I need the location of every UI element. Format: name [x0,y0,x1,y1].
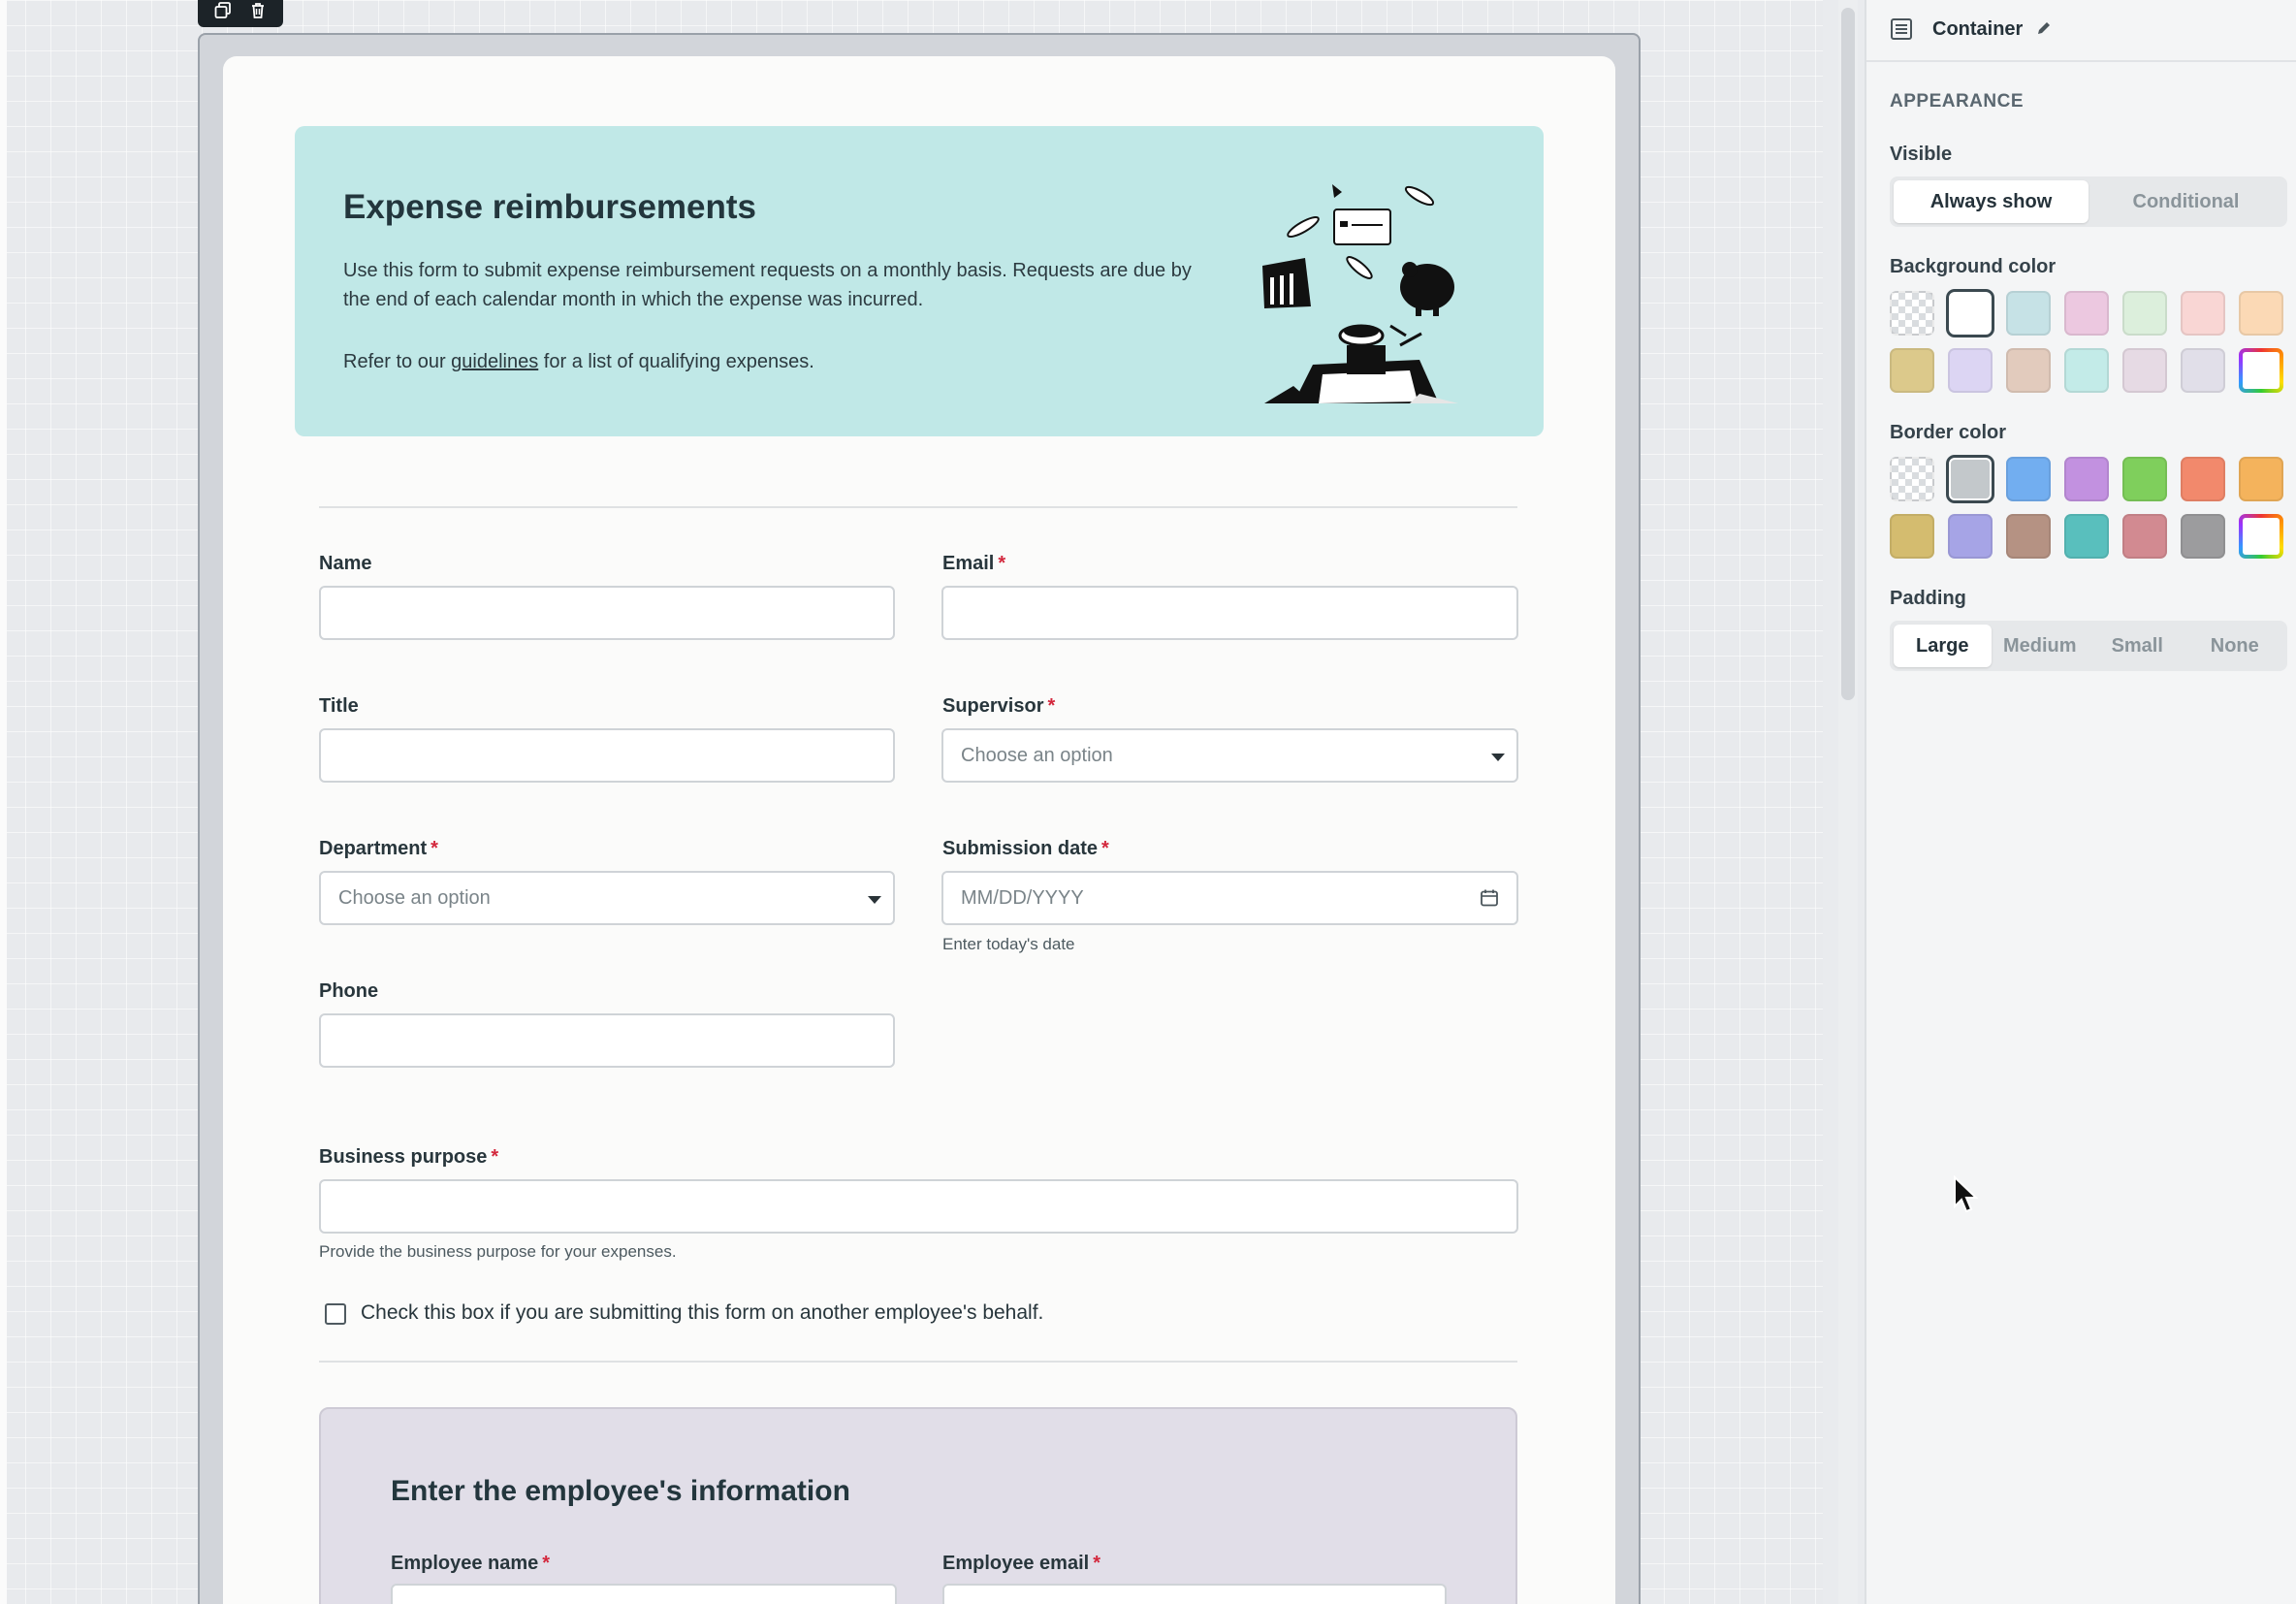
border-swatches-row-2 [1890,514,2283,559]
guidelines-link[interactable]: guidelines [451,351,539,372]
container-icon [1890,17,1913,41]
border-color-swatch[interactable] [2064,457,2109,501]
title-input[interactable] [319,728,895,783]
background-color-swatch[interactable] [1948,348,1993,393]
supervisor-label: Supervisor * [942,695,1056,717]
email-input[interactable] [941,586,1518,640]
panel-header [1866,0,2296,62]
background-color-swatch[interactable] [2239,291,2283,336]
submission-date-input[interactable] [941,871,1518,925]
employee-info-section[interactable] [319,1407,1517,1604]
section-divider [319,506,1517,508]
padding-none[interactable]: None [2210,634,2259,657]
border-color-label: Border color [1890,422,2007,443]
name-label: Name [319,553,372,574]
background-color-swatch[interactable] [2181,348,2225,393]
submission-date-help: Enter today's date [942,935,1075,953]
phone-label: Phone [319,980,379,1002]
employee-section-title: Enter the employee's information [391,1475,850,1507]
border-color-swatch[interactable] [1948,514,1993,559]
employee-email-input[interactable] [942,1584,1447,1604]
border-color-swatch[interactable] [1890,514,1934,559]
visible-always-show[interactable]: Always show [1894,180,2089,223]
background-color-swatch[interactable] [2006,291,2051,336]
appearance-heading: APPEARANCE [1890,91,2025,112]
form-title: Expense reimbursements [343,188,757,226]
background-color-swatch[interactable] [1890,348,1934,393]
background-swatches-row-1 [1890,291,2283,336]
chevron-down-icon [1491,754,1505,761]
background-color-swatch[interactable] [2064,348,2109,393]
panel-title: Container [1932,18,2024,40]
border-color-swatch[interactable] [2006,457,2051,501]
background-color-swatch-transparent[interactable] [1890,291,1934,336]
department-label: Department * [319,838,438,859]
trash-icon[interactable] [249,2,267,19]
name-input[interactable] [319,586,895,640]
supervisor-placeholder: Choose an option [961,744,1113,766]
expenses-illustration [1255,180,1478,403]
phone-input[interactable] [319,1013,895,1068]
border-color-swatch[interactable] [2122,457,2167,501]
section-divider [319,1361,1517,1363]
pencil-icon[interactable] [2035,19,2053,37]
border-swatches-row-1 [1890,457,2283,501]
visible-toggle [1890,176,2287,227]
padding-toggle [1890,621,2287,671]
behalf-checkbox-label[interactable]: Check this box if you are submitting this form on another employee's behalf. [361,1301,1044,1324]
border-color-swatch[interactable] [2006,514,2051,559]
employee-name-input[interactable] [391,1584,897,1604]
border-color-swatch[interactable] [1948,457,1993,501]
background-color-swatch[interactable] [2122,348,2167,393]
mouse-cursor-icon [1953,1175,1978,1214]
border-color-swatch[interactable] [2064,514,2109,559]
employee-name-label: Employee name * [391,1553,551,1574]
chevron-down-icon [868,896,881,904]
department-placeholder: Choose an option [338,886,491,909]
background-color-swatch-custom[interactable] [2239,348,2283,393]
border-color-swatch[interactable] [2181,457,2225,501]
behalf-checkbox[interactable] [325,1303,346,1325]
duplicate-icon[interactable] [214,2,232,19]
business-purpose-label: Business purpose * [319,1146,499,1168]
calendar-icon[interactable] [1480,888,1499,908]
border-color-swatch[interactable] [2239,457,2283,501]
business-purpose-help: Provide the business purpose for your expenses. [319,1242,677,1261]
visible-label: Visible [1890,144,1953,165]
title-label: Title [319,695,359,717]
department-select[interactable] [319,871,895,925]
background-color-swatch[interactable] [1948,291,1993,336]
background-color-swatch[interactable] [2064,291,2109,336]
padding-small[interactable]: Small [2111,634,2163,657]
submission-date-placeholder: MM/DD/YYYY [961,886,1084,909]
border-color-swatch[interactable] [2122,514,2167,559]
form-intro: Use this form to submit expense reimbursement requests on a monthly basis. Requests are due by the end of each calendar month in which the expense was incurred. [343,260,1192,310]
form-refer-text: Refer to our guidelines for a list of qualifying expenses. [343,351,814,372]
padding-medium[interactable]: Medium [2002,634,2077,657]
email-label: Email * [942,553,1006,574]
supervisor-select[interactable] [941,728,1518,783]
border-color-swatch-transparent[interactable] [1890,457,1934,501]
padding-label: Padding [1890,588,1966,609]
hero-banner[interactable] [295,126,1544,436]
visible-conditional[interactable]: Conditional [2132,190,2240,212]
submission-date-label: Submission date * [942,838,1109,859]
container-toolbar [198,0,283,27]
border-color-swatch-custom[interactable] [2239,514,2283,559]
background-color-swatch[interactable] [2006,348,2051,393]
left-edge [0,0,7,1604]
padding-large[interactable]: Large [1894,625,1992,667]
background-color-swatch[interactable] [2181,291,2225,336]
background-swatches-row-2 [1890,348,2283,393]
business-purpose-input[interactable] [319,1179,1518,1234]
canvas-scrollbar-thumb[interactable] [1841,8,1855,700]
background-color-swatch[interactable] [2122,291,2167,336]
employee-email-label: Employee email * [942,1553,1100,1574]
background-color-label: Background color [1890,256,2057,277]
properties-panel [1865,0,2296,1604]
border-color-swatch[interactable] [2181,514,2225,559]
